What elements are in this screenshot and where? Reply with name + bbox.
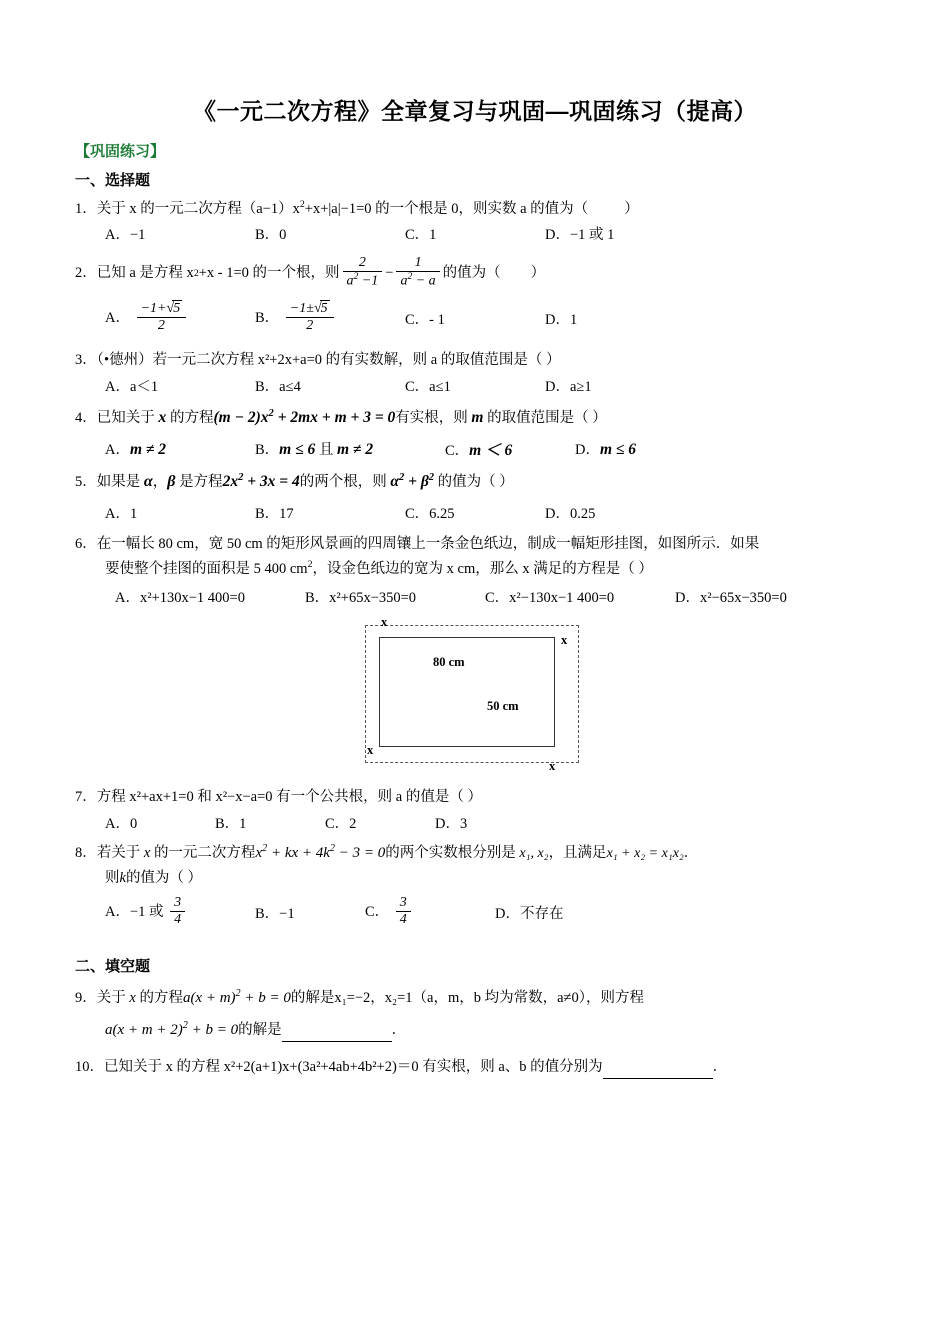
q6-option-a: A．x²+130x−1 400=0 <box>115 590 245 607</box>
q4-variable-2: m <box>471 408 484 426</box>
q9-answer-blank[interactable] <box>282 1027 392 1043</box>
q3-option-a: A．a＜1 <box>105 378 159 395</box>
q4-text-pre: 已知关于 <box>96 409 155 426</box>
q8-option-d: D．不存在 <box>495 905 564 922</box>
q8-period: ． <box>683 844 699 861</box>
q8-option-a <box>105 896 255 929</box>
q5-expression: $\alpha^2 + \beta^2$ <box>390 471 435 490</box>
question-3 <box>75 349 875 371</box>
q5-comma: ， <box>152 473 168 490</box>
q8-num: 8． <box>75 844 97 861</box>
q2-minus: − <box>385 265 394 282</box>
q8-opta-den: 4 <box>174 911 182 927</box>
q8-text-mid: 的一元二次方程 <box>153 844 256 861</box>
q2-optb-num: −1±√5 <box>286 300 334 318</box>
q8-text-post: 的两个实数根分别是 <box>385 844 516 861</box>
q2-option-b-label: B． <box>255 309 280 326</box>
question-2: 2． 已知 a 是方程 x 2 +x - 1=0 的一个根，则 $\frac{2}{a^2 -1}$ − $\frac{1}{a^2 - a}$ 的值为（ ） <box>75 255 546 290</box>
question-8 <box>75 841 875 865</box>
q9-text-pre: 关于 <box>96 989 126 1006</box>
q5-option-b: B．17 <box>255 505 294 522</box>
q1-text-b: +x+|a|−1=0 的一个根是 0，则实数 a 的值为（ <box>304 200 589 217</box>
q6-option-b: B．x²+65x−350=0 <box>305 590 417 607</box>
section-heading-fill: 二、填空题 <box>75 957 151 975</box>
q3-option-b: B．a≤4 <box>255 378 301 395</box>
q2-lead2: +x - 1=0 的一个根，则 <box>198 265 340 282</box>
q9-roots: x₁=−2，x₂=1（a，m，b 均为常数，a≠0），则方程 <box>334 989 645 1006</box>
q6-option-c: C．x²−130x−1 400=0 <box>485 590 615 607</box>
q8-line2-pre: 则 <box>105 870 120 887</box>
q9-num: 9． <box>75 989 97 1006</box>
q8-variable: x <box>143 844 151 861</box>
q5-equation: $2x^2 + 3x = 4$ <box>222 471 300 490</box>
q1-option-b: B．0 <box>255 227 287 244</box>
q2-tail2: ） <box>530 265 546 282</box>
q4-equation: $(m - 2)x^2 + 2mx + m + 3 = 0$ <box>213 407 396 426</box>
q8-option-a-label: A．−1 或 <box>105 903 164 920</box>
question-1: 1．关于 x 的一元二次方程$(a-1)x^2+x+|a|-1=0$ 的一个根是 0，则实数 a 的值为（ ） <box>75 199 639 217</box>
q2-option-b-fraction <box>286 300 334 334</box>
q3-num: 3． <box>75 352 97 369</box>
q3-option-c: C．a≤1 <box>405 378 451 395</box>
q8-option-c <box>365 896 495 929</box>
q4-text-post: 有实根，则 <box>395 409 468 426</box>
q2-num: 2． <box>75 265 97 282</box>
q2-opta-num: −1+√5 <box>137 300 187 318</box>
question-4-options <box>75 438 875 460</box>
figure-inner-solid-rect <box>379 637 555 747</box>
question-5-options <box>75 502 875 523</box>
question-10 <box>75 1056 875 1078</box>
question-7-options <box>75 812 875 833</box>
q4-option-c: C．m ＜ 6 <box>445 441 513 459</box>
q5-beta: β <box>167 472 176 490</box>
question-6 <box>75 533 875 555</box>
q8-text-cond: ，且满足 <box>548 844 607 861</box>
q6-line2-a: 要使整个挂图的面积是 5 400 cm <box>105 561 308 577</box>
q2-option-a-fraction <box>137 300 187 334</box>
q10-text: 已知关于 x 的方程 x²+2(a+1)x+(3a²+4ab+4b²+2)＝0 有实根，则 a、b 的值分别为 <box>104 1059 603 1076</box>
q7-option-a: A．0 <box>105 815 138 832</box>
q2-option-a <box>105 301 255 335</box>
q2-fraction-1 <box>343 255 383 290</box>
q2-fraction-2 <box>396 255 439 290</box>
picture-frame-diagram <box>365 617 585 772</box>
q5-num: 5． <box>75 473 97 490</box>
q4-option-b: B．m ≤ 6 且 m ≠ 2 <box>255 440 374 458</box>
q6-num: 6． <box>75 535 97 552</box>
q8-optc-den: 4 <box>399 911 407 927</box>
q9-text-mid: 的方程 <box>139 989 183 1006</box>
q8-opta-num: 3 <box>170 895 185 912</box>
q10-period: ． <box>712 1059 728 1076</box>
figure-label-top-right: x <box>561 633 568 648</box>
practice-label: 【巩固练习】 <box>75 143 166 160</box>
q5-option-a: A．1 <box>105 505 138 522</box>
q1-text-a: 关于 x 的一元二次方程（a−1）x <box>96 200 300 217</box>
figure-label-bottom-right: x <box>549 759 556 774</box>
question-1-options <box>75 223 875 244</box>
q5-option-d: D．0.25 <box>545 505 596 522</box>
figure-label-bottom-left: x <box>367 743 374 758</box>
question-9-line2: $a(x + m + 2)^2 + b = 0$的解是 ． <box>75 1018 875 1042</box>
question-6-options <box>75 586 875 607</box>
q8-option-c-fraction <box>396 895 411 928</box>
q4-option-d: D．m ≤ 6 <box>575 440 637 458</box>
question-8-options <box>75 896 875 929</box>
q1-option-a: A．−1 <box>105 227 146 244</box>
question-6-figure-wrapper <box>75 617 875 772</box>
q2-option-c: C．- 1 <box>405 311 445 328</box>
q2-opta-den: 2 <box>157 318 165 334</box>
q4-text-mid: 的方程 <box>170 409 214 426</box>
q7-num: 7． <box>75 789 97 806</box>
q5-text-pre: 如果是 <box>96 473 141 490</box>
q6-line1: 在一幅长 80 cm，宽 50 cm 的矩形风景画的四周镶上一条金色纸边，制成一幅矩形挂图，如图所示．如果 <box>96 535 760 552</box>
q5-text-post: 的两个根，则 <box>299 473 387 490</box>
q1-text-c: ） <box>624 200 639 217</box>
q8-roots: x₁, x₂ <box>519 845 549 861</box>
q2-frac2-numerator: 1 <box>396 255 439 272</box>
question-4 <box>75 406 875 431</box>
page-title: 《一元二次方程》全章复习与巩固—巩固练习（提高） <box>193 98 757 124</box>
q2-option-b <box>255 301 405 335</box>
section-heading-choice: 一、选择题 <box>75 172 151 189</box>
figure-label-width: 80 cm <box>433 655 465 670</box>
q5-option-c: C．6.25 <box>405 505 455 522</box>
q3-text: （•德州）若一元二次方程 x²+2x+a=0 的有实数解，则 a 的取值范围是（ ） <box>96 352 561 369</box>
q2-tail: 的值为（ <box>442 265 501 282</box>
q8-optc-num: 3 <box>396 895 411 912</box>
q3-option-d: D．a≥1 <box>545 378 592 395</box>
q6-option-d: D．x²−65x−350=0 <box>675 590 787 607</box>
q8-line2-post: 的值为（ ） <box>125 870 203 887</box>
q5-text-end: 的值为（ ） <box>437 473 514 490</box>
q8-line2-var: k <box>119 870 126 887</box>
q6-line2-b: ，设金色纸边的宽为 x cm，那么 x 满足的方程是（ ） <box>312 561 653 577</box>
q9-text-end: 的解是 <box>238 1022 282 1039</box>
q2-optb-den: 2 <box>306 318 314 334</box>
q8-equation: $x^2$ + kx + $4k^2 - 3 = 0$ <box>255 842 386 861</box>
q4-variable: x <box>158 408 167 426</box>
q2-frac1-denominator: $a^2 -1$ <box>346 272 379 290</box>
q8-text-pre: 若关于 <box>96 844 141 861</box>
q2-frac2-denominator: $a^2 - a$ <box>400 272 436 290</box>
q4-num: 4． <box>75 409 97 426</box>
q2-option-d: D．1 <box>545 311 578 328</box>
q2-frac1-numerator: 2 <box>343 255 383 272</box>
q7-option-b: B．1 <box>215 815 247 832</box>
q8-option-a-fraction <box>170 895 185 928</box>
q9-equation-2: $a(x + m + 2)^2 + b = 0$ <box>105 1020 239 1039</box>
q2-lead: 已知 a 是方程 x <box>96 265 194 282</box>
q7-text: 方程 x²+ax+1=0 和 x²−x−a=0 有一个公共根，则 a 的值是（ ） <box>96 789 482 806</box>
q1-num: 1． <box>75 200 97 217</box>
figure-label-height: 50 cm <box>487 699 519 714</box>
question-5 <box>75 470 875 495</box>
q5-text-mid: 是方程 <box>179 473 223 490</box>
q10-num: 10． <box>75 1059 104 1076</box>
q10-answer-blank[interactable] <box>603 1063 713 1079</box>
q7-option-c: C．2 <box>325 815 357 832</box>
question-7 <box>75 786 875 808</box>
q8-option-c-label: C． <box>365 903 390 920</box>
q9-equation: $a(x + m)^2 + b = 0$ <box>182 987 291 1006</box>
q5-alpha: α <box>143 472 153 490</box>
q4-option-a: A．m ≠ 2 <box>105 440 167 458</box>
q4-text-end: 的取值范围是（ ） <box>487 409 607 426</box>
question-3-options <box>75 375 875 396</box>
q8-condition: x₁ + x₂ = x₁x₂ <box>606 845 684 861</box>
q2-option-a-label: A． <box>105 309 130 326</box>
q7-option-d: D．3 <box>435 815 468 832</box>
figure-label-top-left: x <box>381 615 388 630</box>
question-9 <box>75 986 875 1010</box>
question-6-line2: 要使整个挂图的面积是 5 400 $cm^2$，设金色纸边的宽为 x cm，那么 x 满足的方程是（ ） <box>105 559 653 577</box>
q1-option-d: D．−1 或 1 <box>545 227 615 244</box>
q9-text-post: 的解是 <box>290 989 335 1006</box>
question-2-options <box>75 301 875 335</box>
question-8-line2 <box>75 867 875 889</box>
q8-option-b: B．−1 <box>255 905 295 922</box>
q9-variable: x <box>129 989 136 1006</box>
q1-option-c: C．1 <box>405 227 437 244</box>
